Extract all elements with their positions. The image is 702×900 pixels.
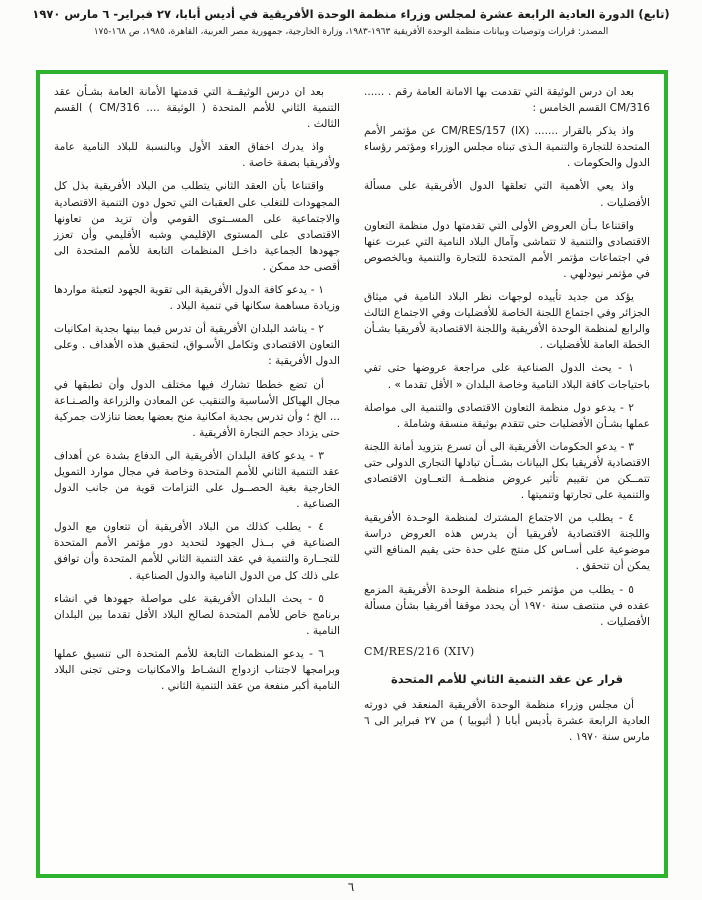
- paragraph: ١ - يحث الدول الصناعية على مراجعة عروضها حتى تفي باحتياجات كافة البلاد النامية وخاصة البلدان « الأقل تقدما » .: [364, 362, 650, 391]
- paragraph: ٤ - يطلب من الاجتماع المشترك لمنظمة الوحـدة الأفريقية واللجنة الاقتصادية لأفريقيا أن يدرس هذه العروض دراسة موضوعية على أسـاس كل منتج على حدة حتى يقيم المنافع التي يمكن أن تتحقق .: [364, 512, 650, 573]
- page-header: [0, 6, 702, 40]
- page-number: ٦: [347, 880, 355, 894]
- two-column-layout: [40, 74, 664, 874]
- section-heading: قرار عن عقد التنمية الثاني للأمم المتحدة: [390, 671, 624, 686]
- paragraph: واقتناعا بـأن العروض الأولى التي تقدمتها دول منظمة التعاون الاقتصادى والتنمية لا تتماشى وآمال البلاد النامية التي عبرت عنها في اجتماعات مؤتمر الأمم المتحدة للتجارة والتنمية وبالخصوص في مؤتمر نيودلهي .: [364, 219, 650, 280]
- paragraph: ٦ - يدعو المنظمات التابعة للأمم المتحدة الى تنسيق عملها وبرامجها لاجتناب ازدواج النشـاط والامكانيات وحتى تجنى البلاد النامية أكبر منفعة من عقد التنمية الثاني .: [54, 647, 340, 693]
- paragraph: ٣ - يدعو كافة البلدان الأفريقية الى الدفاع بشدة عن أهداف عقد التنمية الثاني للأمم المتحدة وخاصة في مجال موارد التمويل الخارجية بغية الحصــول على التزامات قوية من جانب الدول الصناعية .: [54, 449, 340, 511]
- paragraph: يؤكد من جديد تأييده لوجهات نظر البلاد النامية في ميثاق الجزائر وفي اجتماع اللجنة الخاصة للأفضليات وفي الاجتماع الثالث والرابع لمنظمة الوحدة الأفريقية واللجنة الاقتصادية لأفريقيا بشـأن الخطة العامة للأفضليات .: [364, 291, 650, 352]
- column-left: [54, 84, 340, 864]
- paragraph: ٣ - يدعو الحكومات الأفريقية الى أن تسرع بتزويد أمانة اللجنة الاقتصادية لأفريقيا بكل البيانات بشــأن تبادلها التجارى الدولى حتى تتمــكن من تقييم تأثير عروض منظمــة التعــاون الاقتصادى والتنمية على تجارتها وتنميتها .: [364, 440, 650, 502]
- paragraph: أن مجلس وزراء منظمة الوحدة الأفريقية المنعقد في دورته العادية الرابعة عشرة بأديس أبابا ( أثيوبيا ) من ٢٧ فبراير الى ٦ مارس سنة ١٩٧٠ .: [364, 699, 650, 744]
- paragraph: بعد ان درس الوثيقــة التي قدمتها الأمانة العامة بشـأن عقد التنمية الثاني للأمم المتحدة ( الوثيقة .... CM/316 ) القسم الثالث .: [54, 86, 340, 131]
- column-right: [364, 84, 650, 864]
- paragraph: ١ - يدعو كافة الدول الأفريقية الى تقوية الجهود لتعبئة مواردها وزيادة مساهمة سكانها في تنمية البلاد .: [54, 284, 340, 313]
- document-title: (تابع) الدورة العادية الرابعة عشرة لمجلس وزراء منظمة الوحدة الأفريقية في أديس أبابا، ٢٧ فبراير- ٦ مارس ١٩٧٠: [32, 7, 670, 21]
- paragraph: ٢ - يناشد البلدان الأفريقية أن تدرس فيما بينها بجدية امكانيات التعاون الاقتصادى وتكامل الأسـواق، لتحقيق هذه الأهداف . وعلى الدول الأفريقية :: [54, 323, 340, 368]
- paragraph: ٥ - يطلب من مؤتمر خبراء منظمة الوحدة الأفريقية المزمع عقده في منتصف سنة ١٩٧٠ أن يحدد موقفا أفريقيا بشأن مسألة الأفضليات .: [364, 583, 650, 628]
- paragraph: ٢ - يدعو دول منظمة التعاون الاقتصادى والتنمية الى مواصلة عملها بشـأن الأفضليات حتى تتقدم بوثيقة منسقة وشاملة .: [364, 401, 650, 430]
- paragraph: واذ يدرك اخفاق العقد الأول وبالنسبة للبلاد النامية عامة ولأفريقيا بصفة خاصة .: [54, 141, 340, 170]
- paragraph: واذ يعي الأهمية التي تعلقها الدول الأفريقية على مسألة الأفضليات .: [364, 180, 650, 209]
- paragraph: ٥ - يحث البلدان الأفريقية على مواصلة جهودها في انشاء برنامج خاص للأمم المتحدة لصالح البلاد الأقل تقدما بين البلدان النامية .: [54, 592, 340, 637]
- paragraph: ٤ - يطلب كذلك من البلاد الأفريقية أن تتعاون مع الدول الصناعية في بــذل الجهود لتحديد دور مؤتمر الأمم المتحدة للتجــارة والتنمية في عقد التنمية الثاني للأمم المتحدة وأن توافق على ذلك كل من الدول النامية والدول الصناعية .: [54, 521, 340, 582]
- paragraph: واذ يذكر بالقرار ....... CM/RES/157 (IX) عن مؤتمر الأمم المتحدة للتجارة والتنمية الـذى تبناه مجلس الوزراء ومؤتمر رؤساء الدول والحكومات .: [364, 125, 650, 170]
- paragraph: أن تضع خططا تشارك فيها مختلف الدول وأن تطبقها في مجال الهياكل الأساسية والتنقيب عن المعادن والزراعة والصـنـاعة ... الخ ؛ وأن تدرس بجدية امكانية منح بعضها بعضا تنازلات جمركية حتى يزداد حجم التجارة الأفريقية .: [54, 378, 340, 439]
- source-citation: المصدر: قرارات وتوصيات وبيانات منظمة الوحدة الأفريقية ١٩٦٣-١٩٨٣، وزارة الخارجية، جمهورية مصر العربية، القاهرة، ١٩٨٥، ص ١٦٨-١٧٥: [93, 27, 609, 38]
- reference-code: CM/RES/216 (XIV): [364, 644, 475, 658]
- content-frame: [36, 70, 668, 878]
- paragraph: بعد ان درس الوثيقة التي تقدمت بها الامانة العامة رقم . ...... CM/316 القسم الخامس :: [364, 86, 650, 115]
- paragraph: واقتناعا بأن العقد الثاني يتطلب من البلاد الأفريقية بذل كل المجهودات للتغلب على العقبات التي تحول دون التنمية الاقتصادية والاجتماعية على المســتوى القومي وأن تزيد من تعاونها الاقتصادى على المستوى الإقليمي وشبه الأقليمي وأن تعزز جهودها الجماعية داخـل المنظمات التابعة للأمم المتحدة الى أقصى حد ممكن .: [54, 180, 340, 273]
